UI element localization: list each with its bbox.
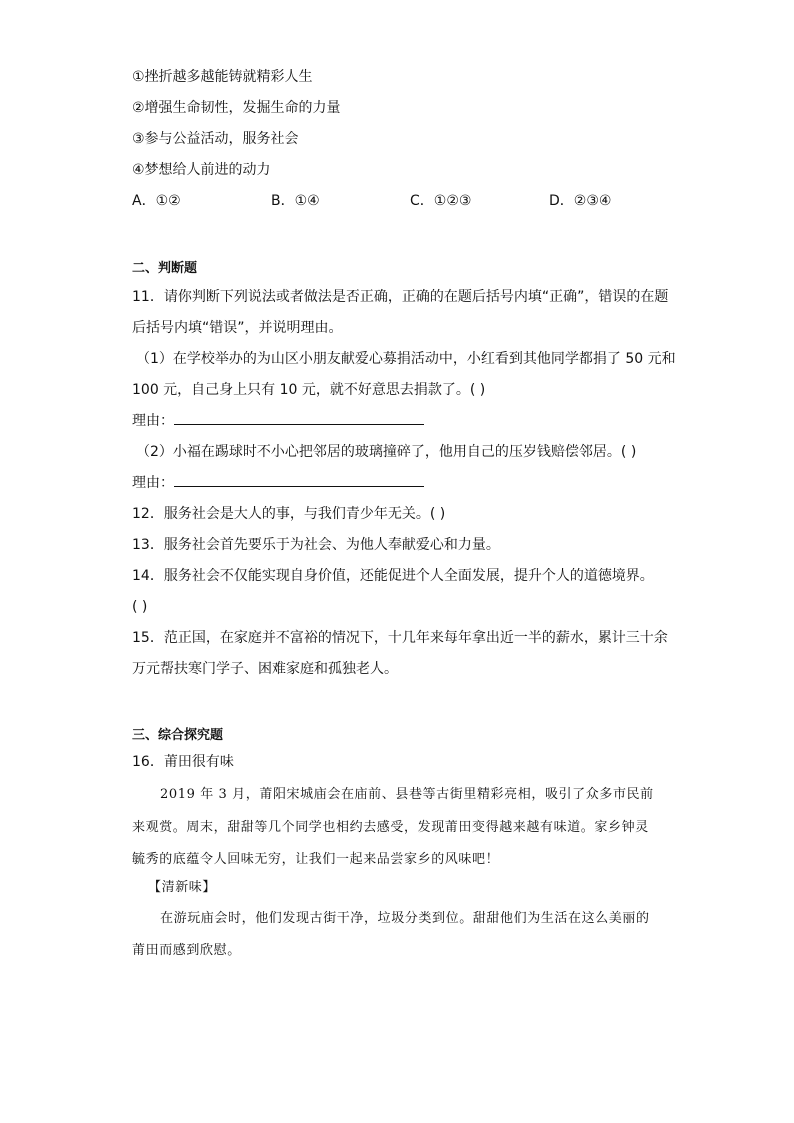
passage-line: 毓秀的底蕴令人回味无穷，让我们一起来品尝家乡的风味吧！ bbox=[132, 852, 500, 867]
reason-label: 理由： bbox=[132, 475, 174, 491]
section-title-judgement: 二、判断题 bbox=[132, 261, 198, 276]
option-a: A．①② bbox=[132, 193, 181, 209]
question-15-line1: 15．范正国，在家庭并不富裕的情况下，十几年来每年拿出近一半的薪水，累计三十余 bbox=[132, 630, 668, 646]
question-16-title: 16．莆田很有味 bbox=[132, 754, 234, 770]
question-11-1-line2: 100 元，自己身上只有 10 元，就不好意思去捐款了。( ) bbox=[132, 382, 486, 398]
question-11-line1: 11．请你判断下列说法或者做法是否正确，正确的在题后括号内填“正确”，错误的在题 bbox=[132, 289, 669, 305]
question-13: 13．服务社会首先要乐于为社会、为他人奉献爱心和力量。 bbox=[132, 537, 500, 553]
passage-line: 2019 年 3 月，莆阳宋城庙会在庙前、县巷等古街里精彩亮相，吸引了众多市民前 bbox=[160, 787, 654, 802]
question-14-line1: 14．服务社会不仅能实现自身价值，还能促进个人全面发展，提升个人的道德境界。 bbox=[132, 568, 654, 584]
choice-statement: ④梦想给人前进的动力 bbox=[132, 162, 271, 178]
question-14-line2: ( ) bbox=[132, 599, 148, 615]
passage-line: 在游玩庙会时，他们发现古街干净，垃圾分类到位。甜甜他们为生活在这么美丽的 bbox=[160, 911, 650, 926]
reason-blank[interactable] bbox=[174, 474, 424, 487]
question-11-line2: 后括号内填“错误”，并说明理由。 bbox=[132, 320, 343, 336]
section-title-inquiry: 三、综合探究题 bbox=[132, 728, 224, 743]
reason-line-1 bbox=[132, 412, 424, 430]
fresh-taste-label: 【清新味】 bbox=[148, 880, 217, 895]
choice-statement: ②增强生命韧性，发掘生命的力量 bbox=[132, 100, 341, 116]
reason-line-2 bbox=[132, 474, 424, 492]
question-15-line2: 万元帮扶寒门学子、困难家庭和孤独老人。 bbox=[132, 661, 398, 677]
reason-blank[interactable] bbox=[174, 412, 424, 425]
question-12: 12．服务社会是大人的事，与我们青少年无关。( ) bbox=[132, 506, 446, 522]
choice-statement: ③参与公益活动，服务社会 bbox=[132, 131, 299, 147]
option-b: B．①④ bbox=[271, 193, 320, 209]
option-d: D．②③④ bbox=[549, 193, 612, 209]
passage-line: 来观赏。周末，甜甜等几个同学也相约去感受，发现莆田变得越来越有味道。家乡钟灵 bbox=[132, 820, 649, 835]
passage-line: 莆田而感到欣慰。 bbox=[132, 943, 241, 958]
question-11-2: （2）小福在踢球时不小心把邻居的玻璃撞碎了，他用自己的压岁钱赔偿邻居。( ) bbox=[136, 444, 637, 460]
option-c: C．①②③ bbox=[410, 193, 472, 209]
choice-statement: ①挫折越多越能铸就精彩人生 bbox=[132, 69, 313, 85]
question-11-1-line1: （1）在学校举办的为山区小朋友献爱心募捐活动中，小红看到其他同学都捐了 50 元和 bbox=[136, 351, 676, 367]
reason-label: 理由： bbox=[132, 413, 174, 429]
